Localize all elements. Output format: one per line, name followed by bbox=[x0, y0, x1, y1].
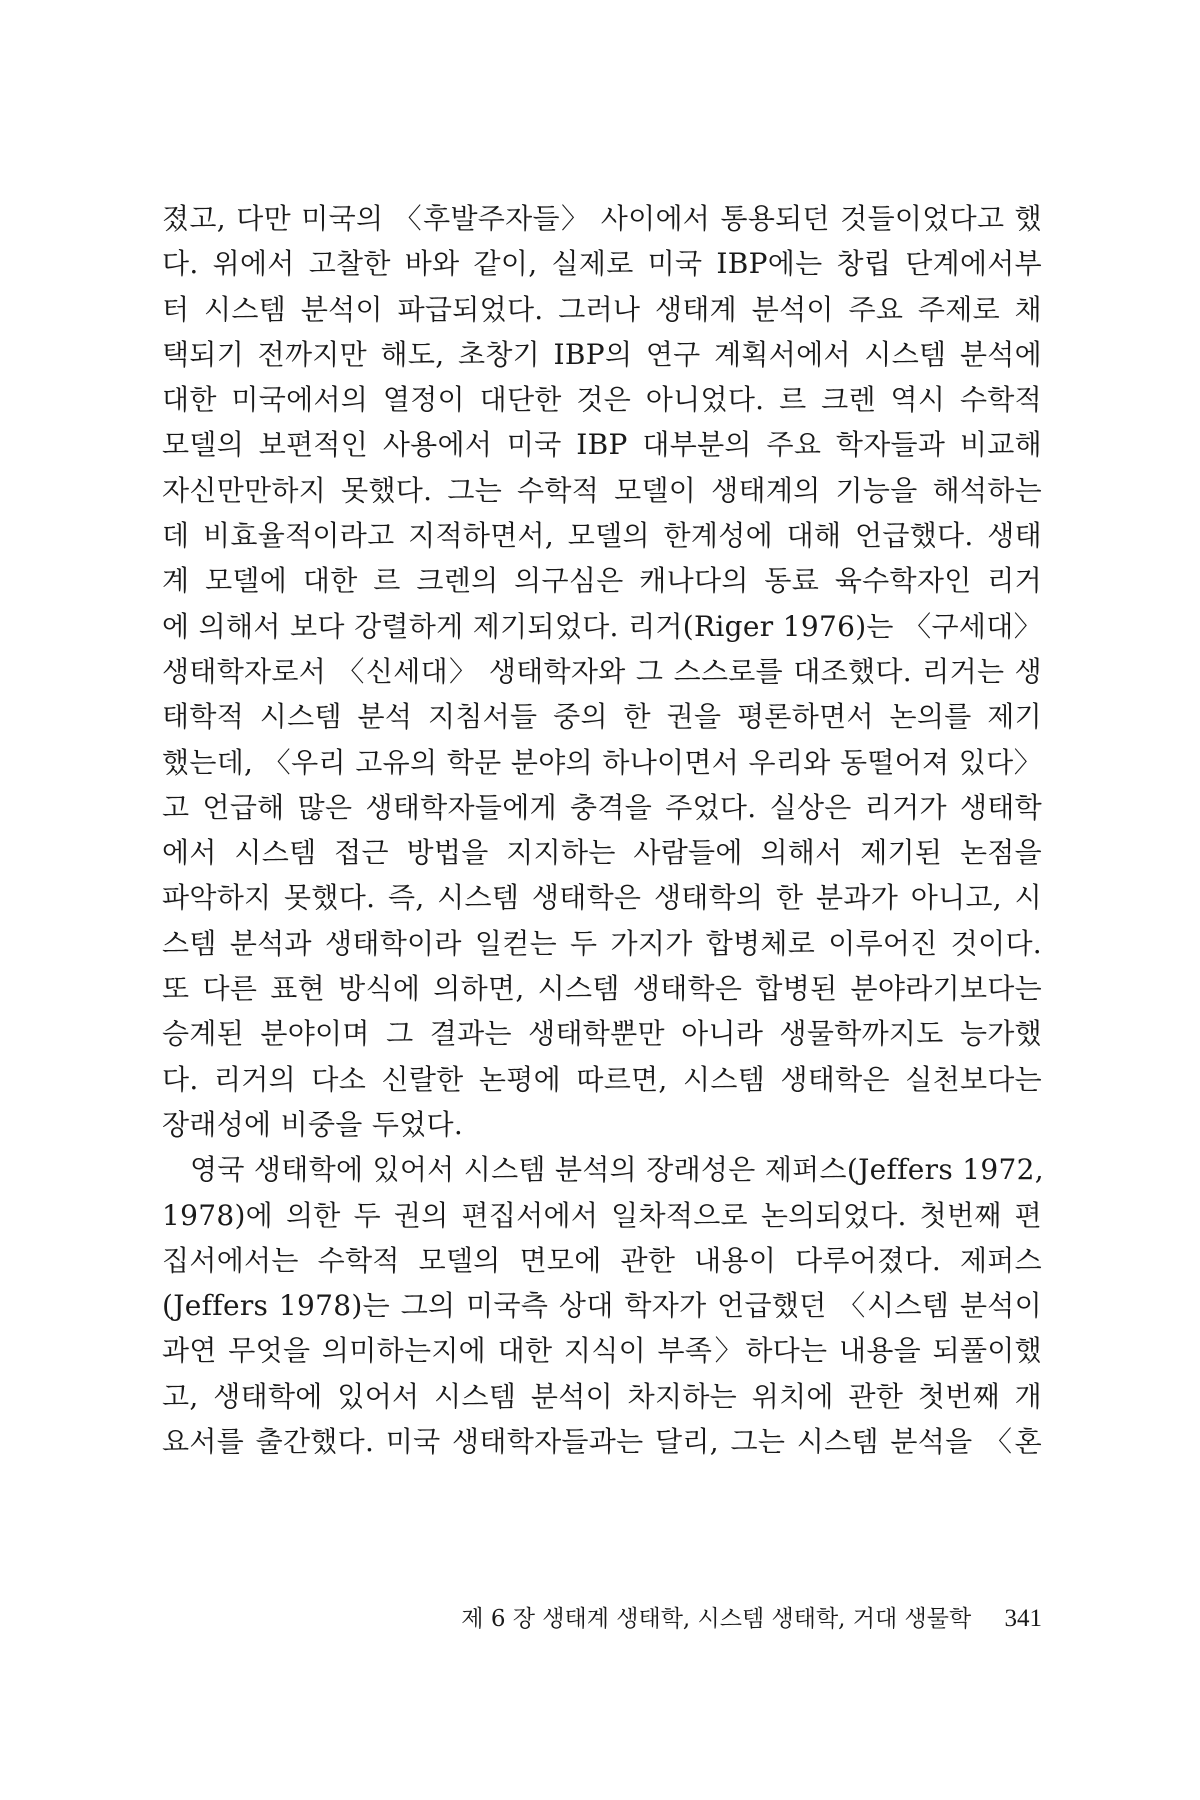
page-number: 341 bbox=[1004, 1605, 1042, 1632]
text-line: 했는데, 〈우리 고유의 학문 분야의 하나이면서 우리와 동떨어져 있다〉 bbox=[162, 745, 1042, 779]
text-line: 터 시스템 분석이 파급되었다. 그러나 생태계 분석이 주요 주제로 채 bbox=[162, 292, 1042, 326]
page-footer bbox=[450, 1600, 1042, 1633]
text-line: 파악하지 못했다. 즉, 시스템 생태학은 생태학의 한 분과가 아니고, 시 bbox=[162, 881, 1042, 915]
text-line: 다. 리거의 다소 신랄한 논평에 따르면, 시스템 생태학은 실천보다는 bbox=[162, 1062, 1042, 1096]
text-line: 생태학자로서 〈신세대〉 생태학자와 그 스스로를 대조했다. 리거는 생 bbox=[162, 654, 1042, 688]
text-line: 계 모델에 대한 르 크렌의 의구심은 캐나다의 동료 육수학자인 리거 bbox=[162, 564, 1042, 598]
text-line: 데 비효율적이라고 지적하면서, 모델의 한계성에 대해 언급했다. 생태 bbox=[162, 519, 1042, 553]
text-line: 다. 위에서 고찰한 바와 같이, 실제로 미국 IBP에는 창립 단계에서부 bbox=[162, 247, 1042, 281]
running-head: 제 6 장 생태계 생태학, 시스템 생태학, 거대 생물학 bbox=[461, 1606, 972, 1632]
text-line: 고 언급해 많은 생태학자들에게 충격을 주었다. 실상은 리거가 생태학 bbox=[162, 790, 1042, 824]
paragraph-start-line: 영국 생태학에 있어서 시스템 분석의 장래성은 제퍼스(Jeffers 1972, bbox=[190, 1153, 1044, 1187]
text-line: 요서를 출간했다. 미국 생태학자들과는 달리, 그는 시스템 분석을 〈혼 bbox=[162, 1425, 1042, 1459]
text-line: 승계된 분야이며 그 결과는 생태학뿐만 아니라 생물학까지도 능가했 bbox=[162, 1017, 1042, 1051]
body-text bbox=[162, 196, 1042, 1464]
text-line: 에 의해서 보다 강렬하게 제기되었다. 리거(Riger 1976)는 〈구세대〉 bbox=[162, 609, 1042, 643]
text-line: 모델의 보편적인 사용에서 미국 IBP 대부분의 주요 학자들과 비교해 bbox=[162, 428, 1042, 462]
text-line: 대한 미국에서의 열정이 대단한 것은 아니었다. 르 크렌 역시 수학적 bbox=[162, 383, 1042, 417]
text-line: 자신만만하지 못했다. 그는 수학적 모델이 생태계의 기능을 해석하는 bbox=[162, 473, 1042, 507]
text-line: 집서에서는 수학적 모델의 면모에 관한 내용이 다루어졌다. 제퍼스 bbox=[162, 1243, 1042, 1277]
text-line: 또 다른 표현 방식에 의하면, 시스템 생태학은 합병된 분야라기보다는 bbox=[162, 972, 1042, 1006]
text-line: 에서 시스템 접근 방법을 지지하는 사람들에 의해서 제기된 논점을 bbox=[162, 836, 1042, 870]
text-line: 스템 분석과 생태학이라 일컫는 두 가지가 합병체로 이루어진 것이다. bbox=[162, 926, 1042, 960]
text-line: 고, 생태학에 있어서 시스템 분석이 차지하는 위치에 관한 첫번째 개 bbox=[162, 1379, 1042, 1413]
text-line: 1978)에 의한 두 권의 편집서에서 일차적으로 논의되었다. 첫번째 편 bbox=[162, 1198, 1042, 1232]
text-line: (Jeffers 1978)는 그의 미국측 상대 학자가 언급했던 〈시스템 분석이 bbox=[162, 1289, 1042, 1323]
text-line: 태학적 시스템 분석 지침서들 중의 한 권을 평론하면서 논의를 제기 bbox=[162, 700, 1042, 734]
text-line: 택되기 전까지만 해도, 초창기 IBP의 연구 계획서에서 시스템 분석에 bbox=[162, 337, 1042, 371]
text-line: 졌고, 다만 미국의 〈후발주자들〉 사이에서 통용되던 것들이었다고 했 bbox=[162, 202, 1042, 235]
text-line: 과연 무엇을 의미하는지에 대한 지식이 부족〉하다는 내용을 되풀이했 bbox=[162, 1334, 1042, 1368]
paragraph-end-line: 장래성에 비중을 두었다. bbox=[162, 1107, 464, 1141]
